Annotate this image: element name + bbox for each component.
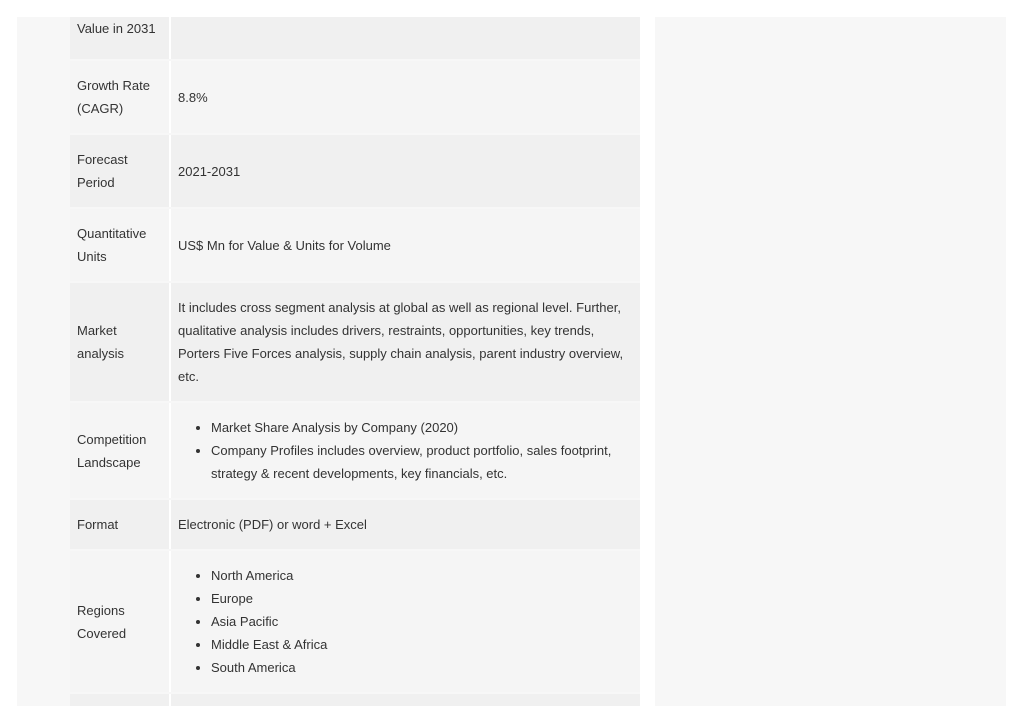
list-item: • Europe xyxy=(211,587,628,610)
table-row-forecast-period xyxy=(70,135,640,207)
row-label: Regions Covered xyxy=(70,551,171,692)
list-item: • Asia Pacific xyxy=(211,610,628,633)
row-label: Forecast Period xyxy=(70,135,171,207)
row-value: 2021-2031 xyxy=(171,135,640,207)
list-item: • Middle East & Africa xyxy=(211,633,628,656)
table-row-format xyxy=(70,500,640,549)
list-item: • North America xyxy=(211,564,628,587)
row-value xyxy=(171,694,640,706)
table-row-competition-landscape xyxy=(70,403,640,498)
row-value xyxy=(171,551,640,692)
row-label: Growth Rate (CAGR) xyxy=(70,61,171,133)
row-label: Market analysis xyxy=(70,283,171,401)
row-value: US$ Mn for Value & Units for Volume xyxy=(171,209,640,281)
table-row-quantitative-units xyxy=(70,209,640,281)
list-item: • South America xyxy=(211,656,628,679)
table-row-value-2031 xyxy=(70,17,640,59)
content-panel xyxy=(17,17,640,706)
left-gutter xyxy=(17,17,57,706)
row-label: Competition Landscape xyxy=(70,403,171,498)
row-label: Format xyxy=(70,500,171,549)
competition-list xyxy=(178,416,628,485)
row-value xyxy=(171,403,640,498)
row-value: It includes cross segment analysis at global as well as regional level. Further, qualitative analysis includes drivers, restraints, opportunities, key trends, Porters Five Forces analysis, supply chain analysis, parent industry overview, etc. xyxy=(171,283,640,401)
report-details-table-wrapper xyxy=(70,17,640,706)
table-row-market-analysis xyxy=(70,283,640,401)
table-row-partial xyxy=(70,694,640,706)
list-item: • Market Share Analysis by Company (2020) xyxy=(211,416,628,439)
row-value: 8.8% xyxy=(171,61,640,133)
sidebar-panel xyxy=(655,17,1006,706)
report-details-table xyxy=(70,17,640,706)
regions-list xyxy=(178,564,628,679)
row-label xyxy=(70,694,171,706)
list-item: • Company Profiles includes overview, product portfolio, sales footprint, strategy & recent developments, key financials, etc. xyxy=(211,439,628,485)
table-row-regions-covered xyxy=(70,551,640,692)
table-row-growth-rate xyxy=(70,61,640,133)
row-label: Value in 2031 xyxy=(70,17,171,59)
row-value xyxy=(171,17,640,59)
row-label: Quantitative Units xyxy=(70,209,171,281)
row-value: Electronic (PDF) or word + Excel xyxy=(171,500,640,549)
